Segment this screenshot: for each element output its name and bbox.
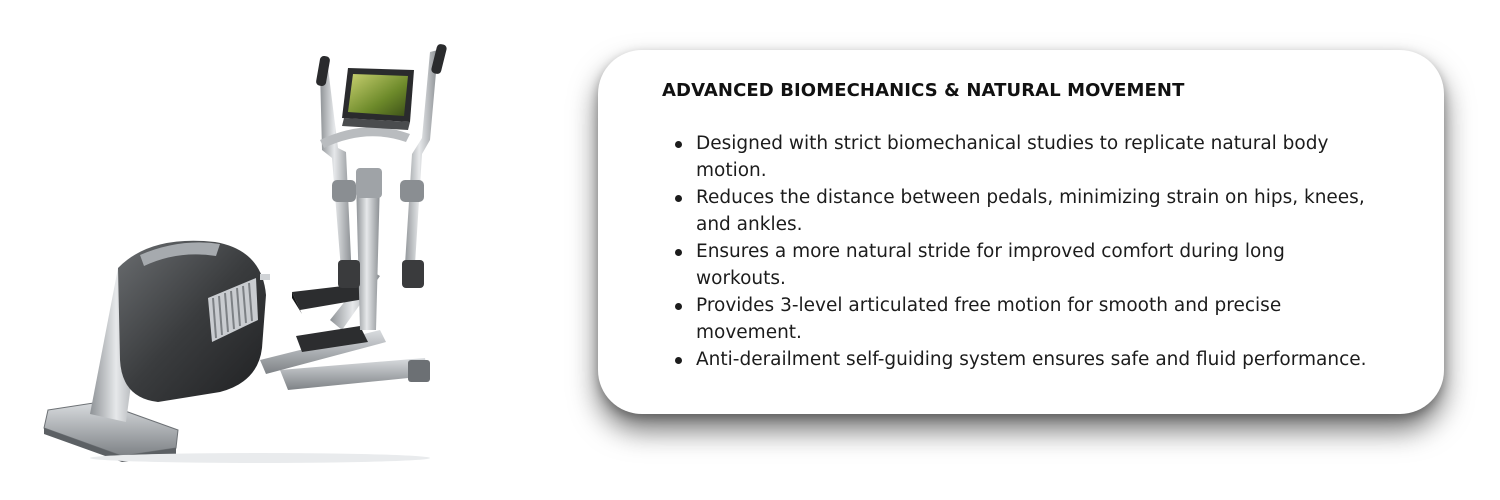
feature-list xyxy=(662,130,1404,373)
bullet-dot-icon xyxy=(675,357,682,364)
card-title: ADVANCED BIOMECHANICS & NATURAL MOVEMENT xyxy=(662,80,1185,101)
list-item xyxy=(696,184,1376,238)
list-item-text: Provides 3-level articulated free motion for smooth and precise movement. xyxy=(696,295,1282,343)
list-item xyxy=(696,346,1376,373)
bullet-dot-icon xyxy=(675,249,682,256)
list-item-text: Reduces the distance between pedals, minimizing strain on hips, knees, and ankles. xyxy=(696,187,1365,235)
elliptical-trainer-image xyxy=(30,30,460,470)
list-item-text: Ensures a more natural stride for improved comfort during long workouts. xyxy=(696,241,1285,289)
bullet-dot-icon xyxy=(675,141,682,148)
list-item-text: Designed with strict biomechanical studies to replicate natural body motion. xyxy=(696,133,1329,181)
list-item-text: Anti-derailment self-guiding system ensures safe and fluid performance. xyxy=(696,349,1367,370)
list-item xyxy=(696,238,1376,292)
list-item xyxy=(696,292,1376,346)
list-item xyxy=(696,130,1376,184)
bullet-dot-icon xyxy=(675,195,682,202)
bullet-dot-icon xyxy=(675,303,682,310)
feature-card xyxy=(598,50,1444,414)
